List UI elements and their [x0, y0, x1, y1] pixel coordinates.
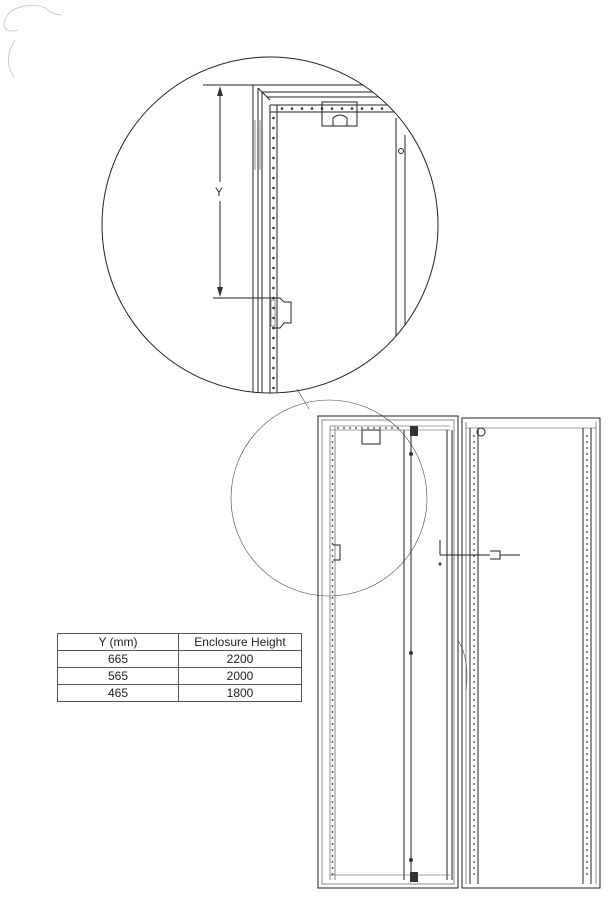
perforation-hole [272, 187, 275, 190]
enclosure-door [458, 418, 600, 888]
table-row [58, 651, 302, 668]
perforation-hole [361, 107, 364, 110]
perforation-hole [332, 453, 334, 455]
perforation-hole [332, 807, 334, 809]
perforation-hole [586, 849, 588, 851]
perforation-hole [272, 397, 275, 400]
perforation-hole [586, 543, 588, 545]
perforation-hole [385, 427, 387, 429]
perforation-hole [473, 729, 475, 731]
perforation-hole [473, 723, 475, 725]
perforation-hole [473, 663, 475, 665]
perforation-hole [332, 711, 334, 713]
perforation-hole [586, 747, 588, 749]
perforation-hole [332, 615, 334, 617]
perforation-hole [586, 567, 588, 569]
perforation-hole [473, 693, 475, 695]
perforation-hole [586, 681, 588, 683]
perforation-hole [473, 861, 475, 863]
perforation-hole [351, 107, 354, 110]
perforation-hole [332, 495, 334, 497]
perforation-hole [473, 765, 475, 767]
perforation-hole [473, 675, 475, 677]
perforation-hole [586, 789, 588, 791]
perforation-hole [586, 807, 588, 809]
perforation-hole [586, 831, 588, 833]
perforation-hole [473, 435, 475, 437]
perforation-hole [332, 759, 334, 761]
perforation-hole [332, 777, 334, 779]
perforation-hole [272, 167, 275, 170]
perforation-hole [586, 675, 588, 677]
perforation-hole [473, 825, 475, 827]
enclosure-body [318, 416, 458, 888]
perforation-hole [332, 435, 334, 437]
perforation-hole [586, 705, 588, 707]
detail-callout-circle [231, 400, 427, 596]
perforation-hole [473, 597, 475, 599]
perforation-hole [272, 367, 275, 370]
perforation-hole [473, 585, 475, 587]
perforation-hole [473, 519, 475, 521]
perforation-hole [586, 735, 588, 737]
perforation-hole [281, 107, 284, 110]
perforation-hole [586, 447, 588, 449]
perforation-hole [341, 107, 344, 110]
perforation-hole [332, 585, 334, 587]
perforation-hole [331, 107, 334, 110]
perforation-hole [473, 483, 475, 485]
perforation-hole [401, 107, 404, 110]
perforation-hole [586, 441, 588, 443]
cell-y: 565 [58, 668, 179, 685]
perforation-hole [272, 137, 275, 140]
perforation-hole [473, 657, 475, 659]
perforation-hole [473, 609, 475, 611]
perforation-hole [586, 783, 588, 785]
perforation-hole [272, 257, 275, 260]
perforation-hole [473, 843, 475, 845]
perforation-hole [473, 759, 475, 761]
perforation-hole [586, 489, 588, 491]
perforation-hole [332, 507, 334, 509]
perforation-hole [473, 639, 475, 641]
detail-magnified-view [102, 57, 438, 400]
perforation-hole [332, 561, 334, 563]
perforation-hole [272, 267, 275, 270]
perforation-hole [332, 627, 334, 629]
perforation-hole [473, 627, 475, 629]
perforation-hole [332, 573, 334, 575]
perforation-hole [332, 447, 334, 449]
perforation-hole [332, 639, 334, 641]
perforation-hole [332, 519, 334, 521]
perforation-hole [332, 873, 334, 875]
perforation-hole [586, 609, 588, 611]
perforation-hole [473, 735, 475, 737]
perforation-hole [272, 247, 275, 250]
perforation-hole [586, 555, 588, 557]
perforation-hole [473, 447, 475, 449]
perforation-hole [473, 819, 475, 821]
perforation-hole [473, 465, 475, 467]
cell-y: 465 [58, 685, 179, 702]
perforation-hole [272, 387, 275, 390]
perforation-hole [332, 549, 334, 551]
perforation-hole [586, 513, 588, 515]
perforation-hole [332, 855, 334, 857]
dimension-y-label: Y [215, 185, 224, 199]
perforation-hole [586, 531, 588, 533]
perforation-hole [332, 477, 334, 479]
perforation-hole [272, 337, 275, 340]
perforation-hole [586, 573, 588, 575]
perforation-hole [272, 147, 275, 150]
perforation-hole [586, 699, 588, 701]
perforation-hole [332, 597, 334, 599]
perforation-hole [473, 489, 475, 491]
perforation-hole [332, 741, 334, 743]
perforation-hole [586, 645, 588, 647]
perforation-hole [411, 107, 414, 110]
perforation-hole [473, 477, 475, 479]
perforation-hole [586, 693, 588, 695]
perforation-hole [473, 567, 475, 569]
perforation-hole [272, 207, 275, 210]
perforation-hole [586, 579, 588, 581]
perforation-hole [473, 531, 475, 533]
perforation-hole [586, 657, 588, 659]
perforation-hole [332, 837, 334, 839]
perforation-hole [473, 495, 475, 497]
perforation-hole [343, 427, 345, 429]
perforation-hole [332, 717, 334, 719]
perforation-hole [272, 357, 275, 360]
detail-connector-line [297, 389, 309, 409]
perforation-hole [473, 813, 475, 815]
perforation-hole [332, 729, 334, 731]
perforation-hole [332, 657, 334, 659]
perforation-hole [586, 873, 588, 875]
perforation-hole [332, 609, 334, 611]
perforation-hole [473, 573, 475, 575]
perforation-hole [332, 465, 334, 467]
perforation-hole [473, 795, 475, 797]
perforation-hole [473, 513, 475, 515]
perforation-hole [473, 741, 475, 743]
perforation-hole [332, 795, 334, 797]
perforation-hole [473, 849, 475, 851]
perforation-hole [586, 561, 588, 563]
perforation-hole [473, 699, 475, 701]
perforation-hole [332, 705, 334, 707]
perforation-hole [332, 471, 334, 473]
perforation-hole [272, 117, 275, 120]
perforation-hole [349, 427, 351, 429]
perforation-hole [332, 603, 334, 605]
perforation-hole [586, 495, 588, 497]
perforation-hole [586, 585, 588, 587]
perforation-hole [272, 177, 275, 180]
perforation-hole [473, 681, 475, 683]
perforation-hole [586, 717, 588, 719]
perforation-hole [332, 441, 334, 443]
perforation-hole [473, 543, 475, 545]
perforation-hole [332, 483, 334, 485]
perforation-hole [473, 753, 475, 755]
perforation-hole [332, 525, 334, 527]
perforation-hole [586, 687, 588, 689]
perforation-hole [586, 633, 588, 635]
perforation-hole [586, 867, 588, 869]
perforation-hole [473, 453, 475, 455]
perforation-hole [586, 651, 588, 653]
perforation-hole [332, 489, 334, 491]
cell-y: 665 [58, 651, 179, 668]
perforation-hole [272, 287, 275, 290]
perforation-hole [272, 347, 275, 350]
perforation-hole [361, 427, 363, 429]
perforation-hole [586, 435, 588, 437]
perforation-hole [473, 783, 475, 785]
perforation-hole [473, 651, 475, 653]
perforation-hole [355, 427, 357, 429]
perforation-hole [332, 861, 334, 863]
perforation-hole [332, 849, 334, 851]
perforation-hole [332, 537, 334, 539]
perforation-hole [272, 317, 275, 320]
perforation-hole [586, 855, 588, 857]
perforation-hole [332, 813, 334, 815]
table-row [58, 668, 302, 685]
perforation-hole [473, 561, 475, 563]
perforation-hole [586, 549, 588, 551]
perforation-hole [332, 693, 334, 695]
perforation-hole [473, 507, 475, 509]
perforation-hole [332, 681, 334, 683]
perforation-hole [586, 477, 588, 479]
perforation-hole [473, 705, 475, 707]
perforation-hole [332, 735, 334, 737]
perforation-hole [473, 867, 475, 869]
perforation-hole [586, 771, 588, 773]
perforation-hole [332, 459, 334, 461]
perforation-hole [473, 789, 475, 791]
perforation-hole [586, 729, 588, 731]
perforation-hole [332, 633, 334, 635]
perforation-hole [332, 747, 334, 749]
perforation-hole [473, 855, 475, 857]
perforation-hole [332, 621, 334, 623]
perforation-hole [272, 307, 275, 310]
perforation-hole [332, 579, 334, 581]
perforation-hole [586, 465, 588, 467]
perforation-hole [586, 813, 588, 815]
perforation-hole [586, 759, 588, 761]
perforation-hole [473, 603, 475, 605]
perforation-hole [332, 801, 334, 803]
perforation-hole [332, 555, 334, 557]
perforation-hole [332, 753, 334, 755]
perforation-hole [332, 867, 334, 869]
perforation-hole [473, 537, 475, 539]
perforation-hole [586, 777, 588, 779]
perforation-hole [586, 453, 588, 455]
perforation-hole [332, 783, 334, 785]
perforation-hole [473, 831, 475, 833]
perforation-hole [586, 843, 588, 845]
perforation-hole [586, 591, 588, 593]
perforation-hole [586, 753, 588, 755]
cell-height: 2000 [179, 668, 302, 685]
perforation-hole [473, 771, 475, 773]
perforation-hole [332, 501, 334, 503]
cell-height: 2200 [179, 651, 302, 668]
perforation-hole [272, 197, 275, 200]
perforation-hole [473, 687, 475, 689]
perforation-hole [332, 675, 334, 677]
perforation-hole [473, 579, 475, 581]
perforation-hole [586, 621, 588, 623]
perforation-hole [272, 217, 275, 220]
perforation-hole [371, 107, 374, 110]
perforation-hole [586, 483, 588, 485]
perforation-hole [272, 227, 275, 230]
perforation-hole [367, 427, 369, 429]
perforation-hole [311, 107, 314, 110]
perforation-hole [332, 843, 334, 845]
perforation-hole [473, 525, 475, 527]
perforation-hole [473, 441, 475, 443]
perforation-hole [272, 377, 275, 380]
perforation-hole [473, 873, 475, 875]
perforation-hole [473, 633, 475, 635]
perforation-hole [473, 645, 475, 647]
perforation-hole [272, 127, 275, 130]
perforation-hole [586, 603, 588, 605]
perforation-hole [586, 537, 588, 539]
perforation-hole [332, 699, 334, 701]
perforation-hole [586, 765, 588, 767]
perforation-hole [337, 427, 339, 429]
perforation-hole [586, 507, 588, 509]
perforation-hole [586, 741, 588, 743]
perforation-hole [332, 789, 334, 791]
perforation-hole [586, 795, 588, 797]
perforation-hole [272, 157, 275, 160]
cell-height: 1800 [179, 685, 302, 702]
perforation-hole [473, 837, 475, 839]
perforation-hole [473, 471, 475, 473]
perforation-hole [586, 837, 588, 839]
perforation-hole [586, 459, 588, 461]
perforation-hole [473, 615, 475, 617]
perforation-hole [332, 831, 334, 833]
perforation-hole [473, 711, 475, 713]
perforation-hole [473, 801, 475, 803]
perforation-hole [332, 591, 334, 593]
perforation-hole [373, 427, 375, 429]
scribble-mark [4, 5, 62, 77]
perforation-hole [473, 459, 475, 461]
table-header-row [58, 634, 302, 651]
perforation-hole [332, 651, 334, 653]
table-row [58, 685, 302, 702]
perforation-hole [586, 525, 588, 527]
perforation-hole [332, 825, 334, 827]
perforation-hole [586, 861, 588, 863]
header-y-mm: Y (mm) [58, 634, 179, 651]
perforation-hole [586, 519, 588, 521]
perforation-hole [473, 807, 475, 809]
perforation-hole [473, 777, 475, 779]
perforation-hole [473, 501, 475, 503]
perforation-hole [473, 747, 475, 749]
perforation-hole [586, 663, 588, 665]
perforation-hole [586, 471, 588, 473]
perforation-hole [586, 639, 588, 641]
perforation-hole [473, 591, 475, 593]
perforation-hole [291, 107, 294, 110]
perforation-hole [473, 621, 475, 623]
perforation-hole [473, 717, 475, 719]
perforation-hole [586, 819, 588, 821]
perforation-hole [586, 801, 588, 803]
perforation-hole [586, 723, 588, 725]
perforation-hole [473, 549, 475, 551]
perforation-hole [586, 825, 588, 827]
perforation-hole [332, 567, 334, 569]
header-enclosure-height: Enclosure Height [179, 634, 302, 651]
perforation-hole [332, 645, 334, 647]
perforation-hole [332, 687, 334, 689]
perforation-hole [586, 501, 588, 503]
perforation-hole [397, 427, 399, 429]
perforation-hole [391, 427, 393, 429]
perforation-hole [381, 107, 384, 110]
perforation-hole [332, 663, 334, 665]
perforation-hole [586, 711, 588, 713]
perforation-hole [332, 513, 334, 515]
perforation-hole [586, 615, 588, 617]
perforation-hole [272, 277, 275, 280]
y-dimension-table [57, 633, 302, 702]
perforation-hole [332, 771, 334, 773]
perforation-hole [586, 669, 588, 671]
perforation-hole [272, 237, 275, 240]
perforation-hole [332, 819, 334, 821]
perforation-hole [586, 597, 588, 599]
perforation-hole [332, 723, 334, 725]
perforation-hole [301, 107, 304, 110]
perforation-hole [473, 669, 475, 671]
perforation-hole [586, 627, 588, 629]
perforation-hole [332, 765, 334, 767]
perforation-hole [379, 427, 381, 429]
perforation-hole [332, 669, 334, 671]
perforation-hole [332, 531, 334, 533]
